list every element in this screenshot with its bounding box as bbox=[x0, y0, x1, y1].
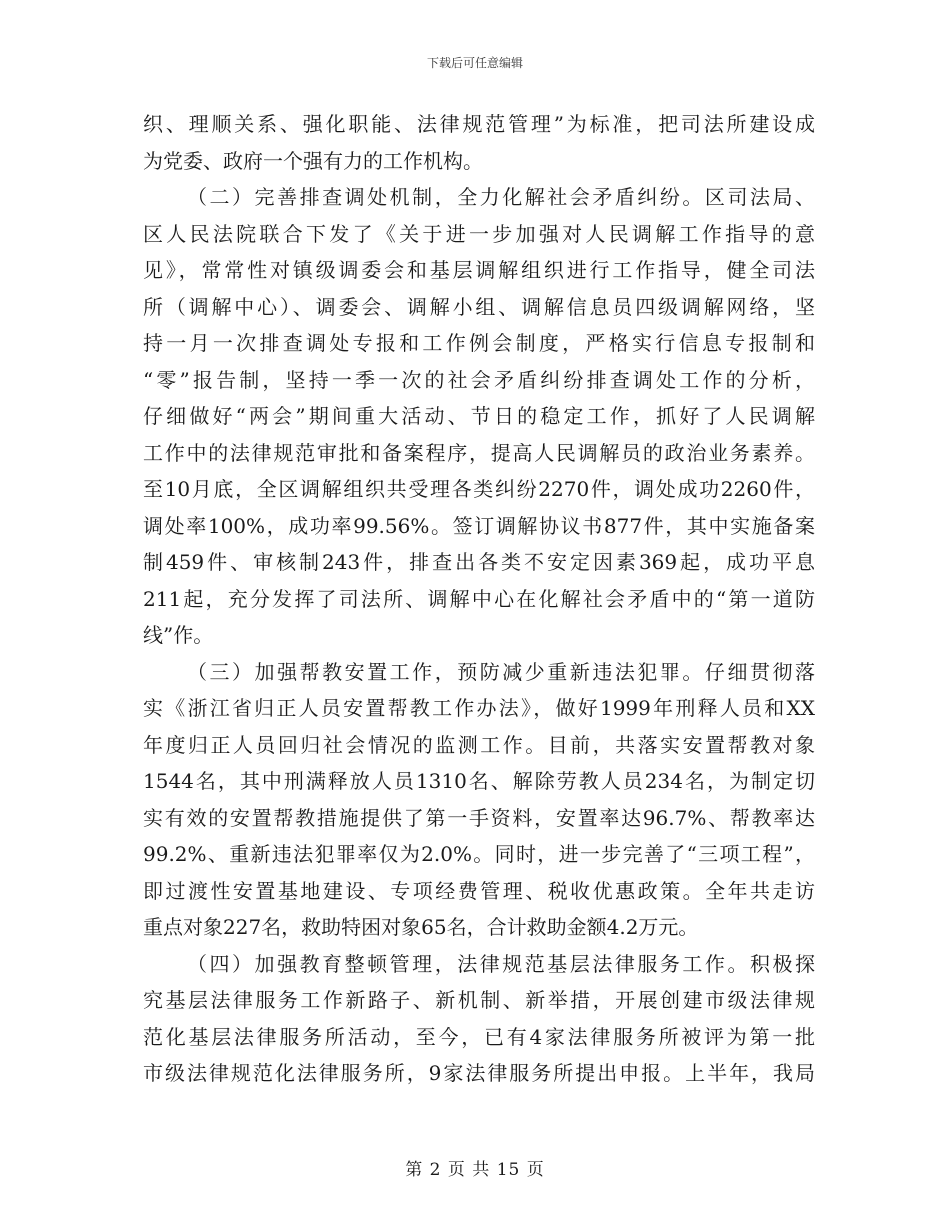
text-line: 重点对象227名，救助特困对象65名，合计救助金额4.2万元。 bbox=[143, 915, 699, 939]
text-line: 211起，充分发挥了司法所、调解中心在化解社会矛盾中的“第一道防 bbox=[143, 586, 815, 611]
text-line: 线”作。 bbox=[143, 623, 214, 647]
text-line: 1544名，其中刑满释放人员1310名、解除劳教人员234名，为制定切 bbox=[143, 769, 815, 793]
text-line: 工作中的法律规范审批和备案程序，提高人民调解员的政治业务素养。 bbox=[143, 440, 815, 465]
text-line: 即过渡性安置基地建设、专项经费管理、税收优惠政策。全年共走访 bbox=[143, 878, 815, 903]
text-line: 至10月底，全区调解组织共受理各类纠纷2270件，调处成功2260件， bbox=[143, 477, 815, 501]
page-footer: 第 2 页 共 15 页 bbox=[405, 1160, 545, 1180]
page-header: 下载后可任意编辑 bbox=[426, 56, 523, 70]
text-line: 仔细做好“两会”期间重大活动、节日的稳定工作，抓好了人民调解 bbox=[143, 404, 815, 428]
paragraph-first-line: （二）完善排查调处机制，全力化解社会矛盾纠纷。区司法局、 bbox=[187, 185, 815, 209]
text-line: 年度归正人员回归社会情况的监测工作。目前，共落实安置帮教对象 bbox=[143, 732, 815, 757]
text-line: 制459件、审核制243件，排查出各类不安定因素369起，成功平息 bbox=[143, 550, 815, 574]
text-line: 调处率100%，成功率99.56%。签订调解协议书877件，其中实施备案 bbox=[143, 513, 815, 538]
text-line: 为党委、政府一个强有力的工作机构。 bbox=[143, 148, 483, 173]
text-line: 实有效的安置帮教措施提供了第一手资料，安置率达96.7%、帮教率达 bbox=[143, 805, 815, 830]
text-line: 究基层法律服务工作新路子、新机制、新举措，开展创建市级法律规 bbox=[143, 988, 815, 1012]
text-line: 区人民法院联合下发了《关于进一步加强对人民调解工作指导的意 bbox=[143, 221, 815, 246]
text-line: 99.2%、重新违法犯罪率仅为2.0%。同时，进一步完善了“三项工程”， bbox=[143, 842, 815, 866]
text-line: 所（调解中心）、调委会、调解小组、调解信息员四级调解网络，坚 bbox=[143, 294, 815, 319]
text-line: 市级法律规范化法律服务所，9家法律服务所提出申报。上半年，我局 bbox=[143, 1061, 815, 1085]
text-line: 织、理顺关系、强化职能、法律规范管理”为标准，把司法所建设成 bbox=[143, 112, 815, 136]
text-line: 持一月一次排查调处专报和工作例会制度，严格实行信息专报制和 bbox=[143, 331, 815, 355]
text-line: 见》，常常性对镇级调委会和基层调解组织进行工作指导，健全司法 bbox=[143, 258, 815, 282]
text-line: 范化基层法律服务所活动，至今，已有4家法律服务所被评为第一批 bbox=[143, 1024, 815, 1049]
text-line: 实《浙江省归正人员安置帮教工作办法》，做好1999年刑释人员和XX bbox=[143, 696, 815, 720]
paragraph-first-line: （三）加强帮教安置工作，预防减少重新违法犯罪。仔细贯彻落 bbox=[187, 659, 815, 684]
document-body bbox=[143, 106, 815, 1092]
text-line: “零”报告制，坚持一季一次的社会矛盾纠纷排查调处工作的分析， bbox=[143, 367, 815, 392]
paragraph-first-line: （四）加强教育整顿管理，法律规范基层法律服务工作。积极探 bbox=[187, 951, 815, 976]
